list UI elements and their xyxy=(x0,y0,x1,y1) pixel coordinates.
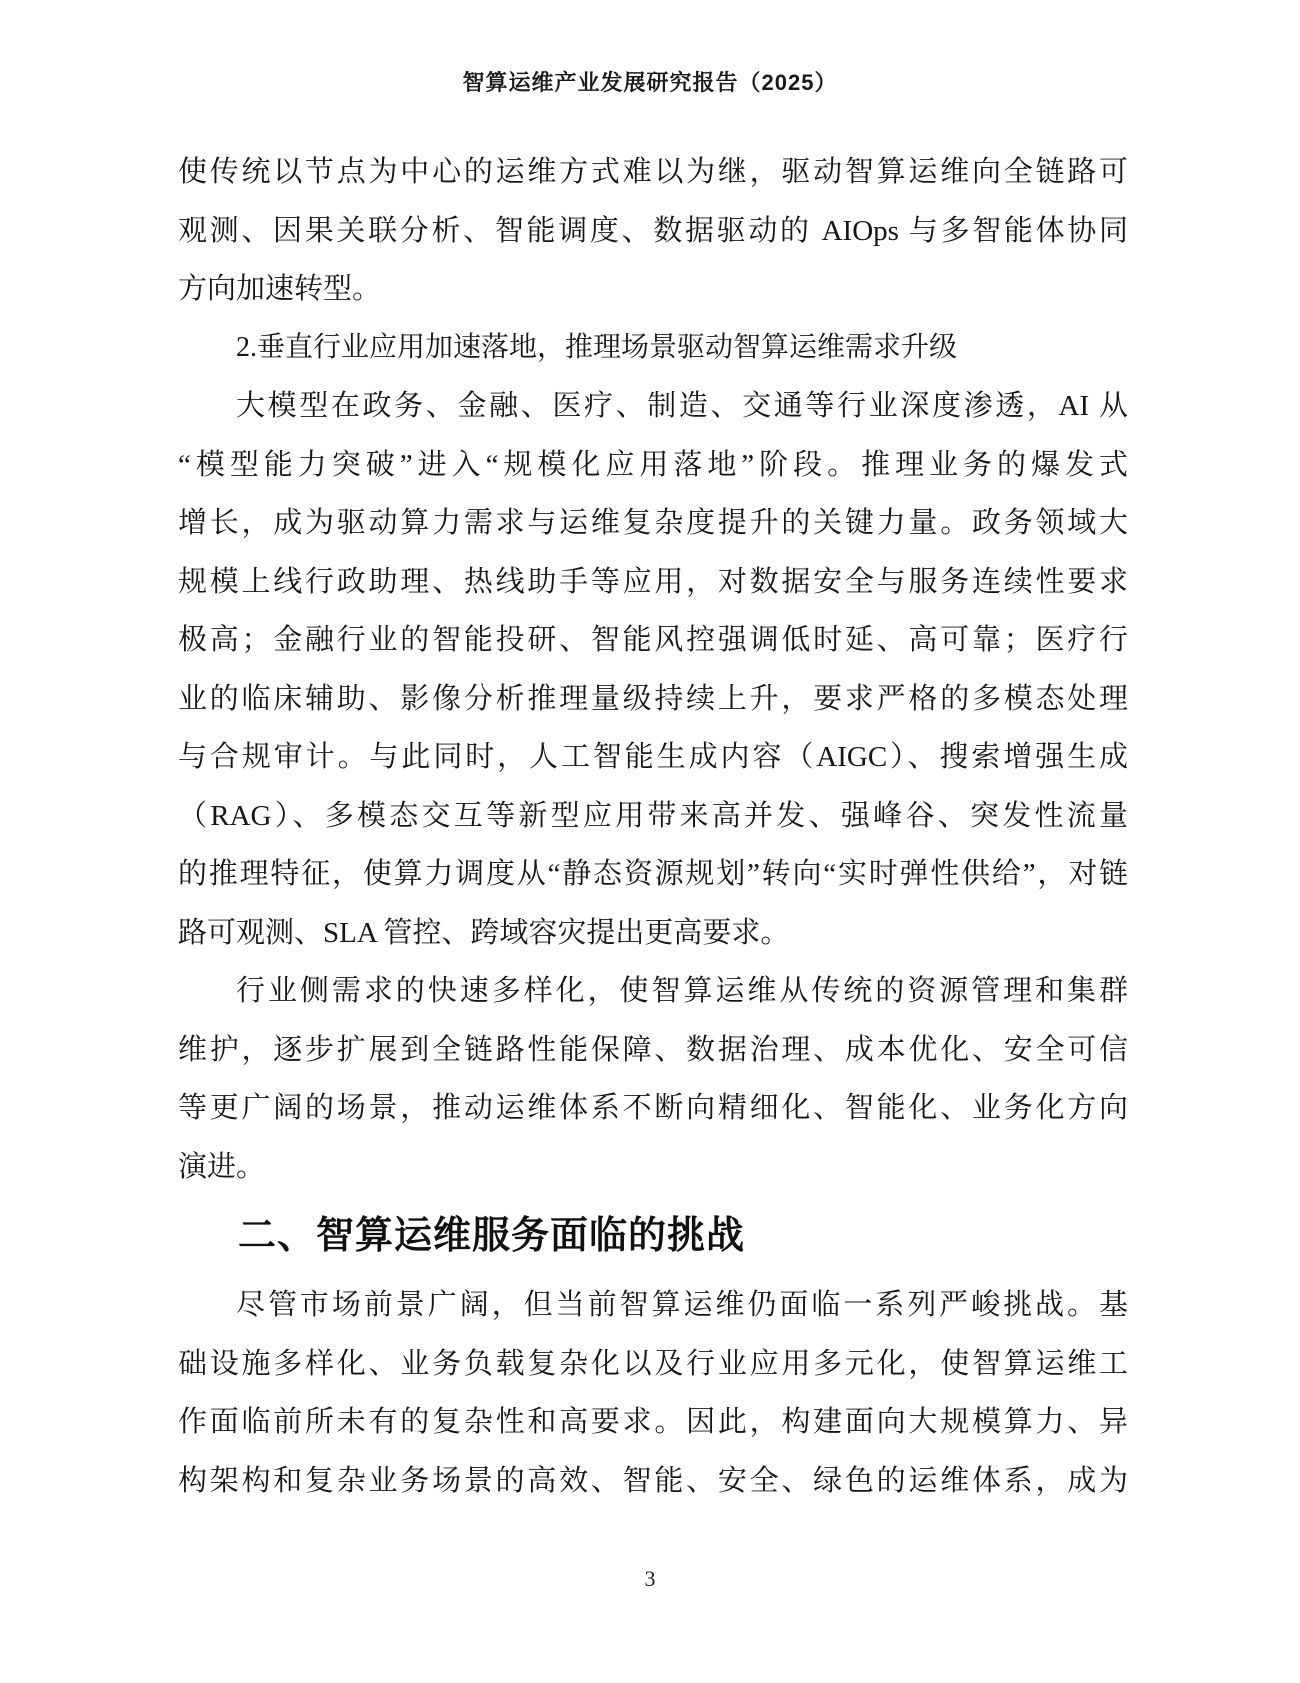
text-line: 行业侧需求的快速多样化，使智算运维从传统的资源管理和集群 xyxy=(236,975,1128,1007)
paragraph xyxy=(178,377,1128,962)
text-line: 尽管市场前景广阔，但当前智算运维仍面临一系列严峻挑战。基 xyxy=(236,1289,1128,1321)
text-line: 业的临床辅助、影像分析推理量级持续上升，要求严格的多模态处理 xyxy=(178,682,1128,715)
text-line: 使传统以节点为中心的运维方式难以为继，驱动智算运维向全链路可 xyxy=(178,156,1128,188)
text-line: 演进。 xyxy=(178,1150,266,1183)
page-number: 3 xyxy=(644,1566,656,1591)
text-line: 与合规审计。与此同时，人工智能生成内容（AIGC）、搜索增强生成 xyxy=(178,741,1128,773)
text-line: 2.垂直行业应用加速落地，推理场景驱动智算运维需求升级 xyxy=(236,331,958,363)
text-line: “模型能力突破”进入“规模化应用落地”阶段。推理业务的爆发式 xyxy=(178,448,1128,481)
paragraph xyxy=(178,962,1128,1196)
text-line: 增长，成为驱动算力需求与运维复杂度提升的关键力量。政务领域大 xyxy=(178,507,1128,539)
text-line: 础设施多样化、业务负载复杂化以及行业应用多元化，使智算运维工 xyxy=(178,1347,1128,1380)
text-line: 方向加速转型。 xyxy=(178,273,382,305)
text-line: 极高；金融行业的智能投研、智能风控强调低时延、高可靠；医疗行 xyxy=(178,624,1128,656)
text-line: 观测、因果关联分析、智能调度、数据驱动的 AIOps 与多智能体协同 xyxy=(178,214,1128,247)
text-line: 维护，逐步扩展到全链路性能保障、数据治理、成本优化、安全可信 xyxy=(178,1033,1128,1066)
text-line: 规模上线行政助理、热线助手等应用，对数据安全与服务连续性要求 xyxy=(178,565,1128,598)
text-line: 的推理特征，使算力调度从“静态资源规划”转向“实时弹性供给”，对链 xyxy=(178,858,1128,890)
text-line: （RAG）、多模态交互等新型应用带来高并发、强峰谷、突发性流量 xyxy=(178,799,1128,832)
text-line: 作面临前所未有的复杂性和高要求。因此，构建面向大规模算力、异 xyxy=(178,1406,1128,1438)
text-line: 等更广阔的场景，推动运维体系不断向精细化、智能化、业务化方向 xyxy=(178,1092,1128,1124)
paragraph xyxy=(178,143,1128,319)
page-header-title: 智算运维产业发展研究报告（2025） xyxy=(462,70,838,95)
text-line: 二、智算运维服务面临的挑战 xyxy=(238,1215,746,1257)
section-heading xyxy=(178,1196,1128,1276)
text-line: 大模型在政务、金融、医疗、制造、交通等行业深度渗透，AI 从 xyxy=(236,390,1128,422)
document-body xyxy=(178,143,1128,1510)
subheading xyxy=(178,319,1128,378)
text-line: 路可观测、SLA 管控、跨域容灾提出更高要求。 xyxy=(178,916,790,949)
paragraph xyxy=(178,1276,1128,1510)
text-line: 构架构和复杂业务场景的高效、智能、安全、绿色的运维体系，成为 xyxy=(178,1464,1128,1497)
